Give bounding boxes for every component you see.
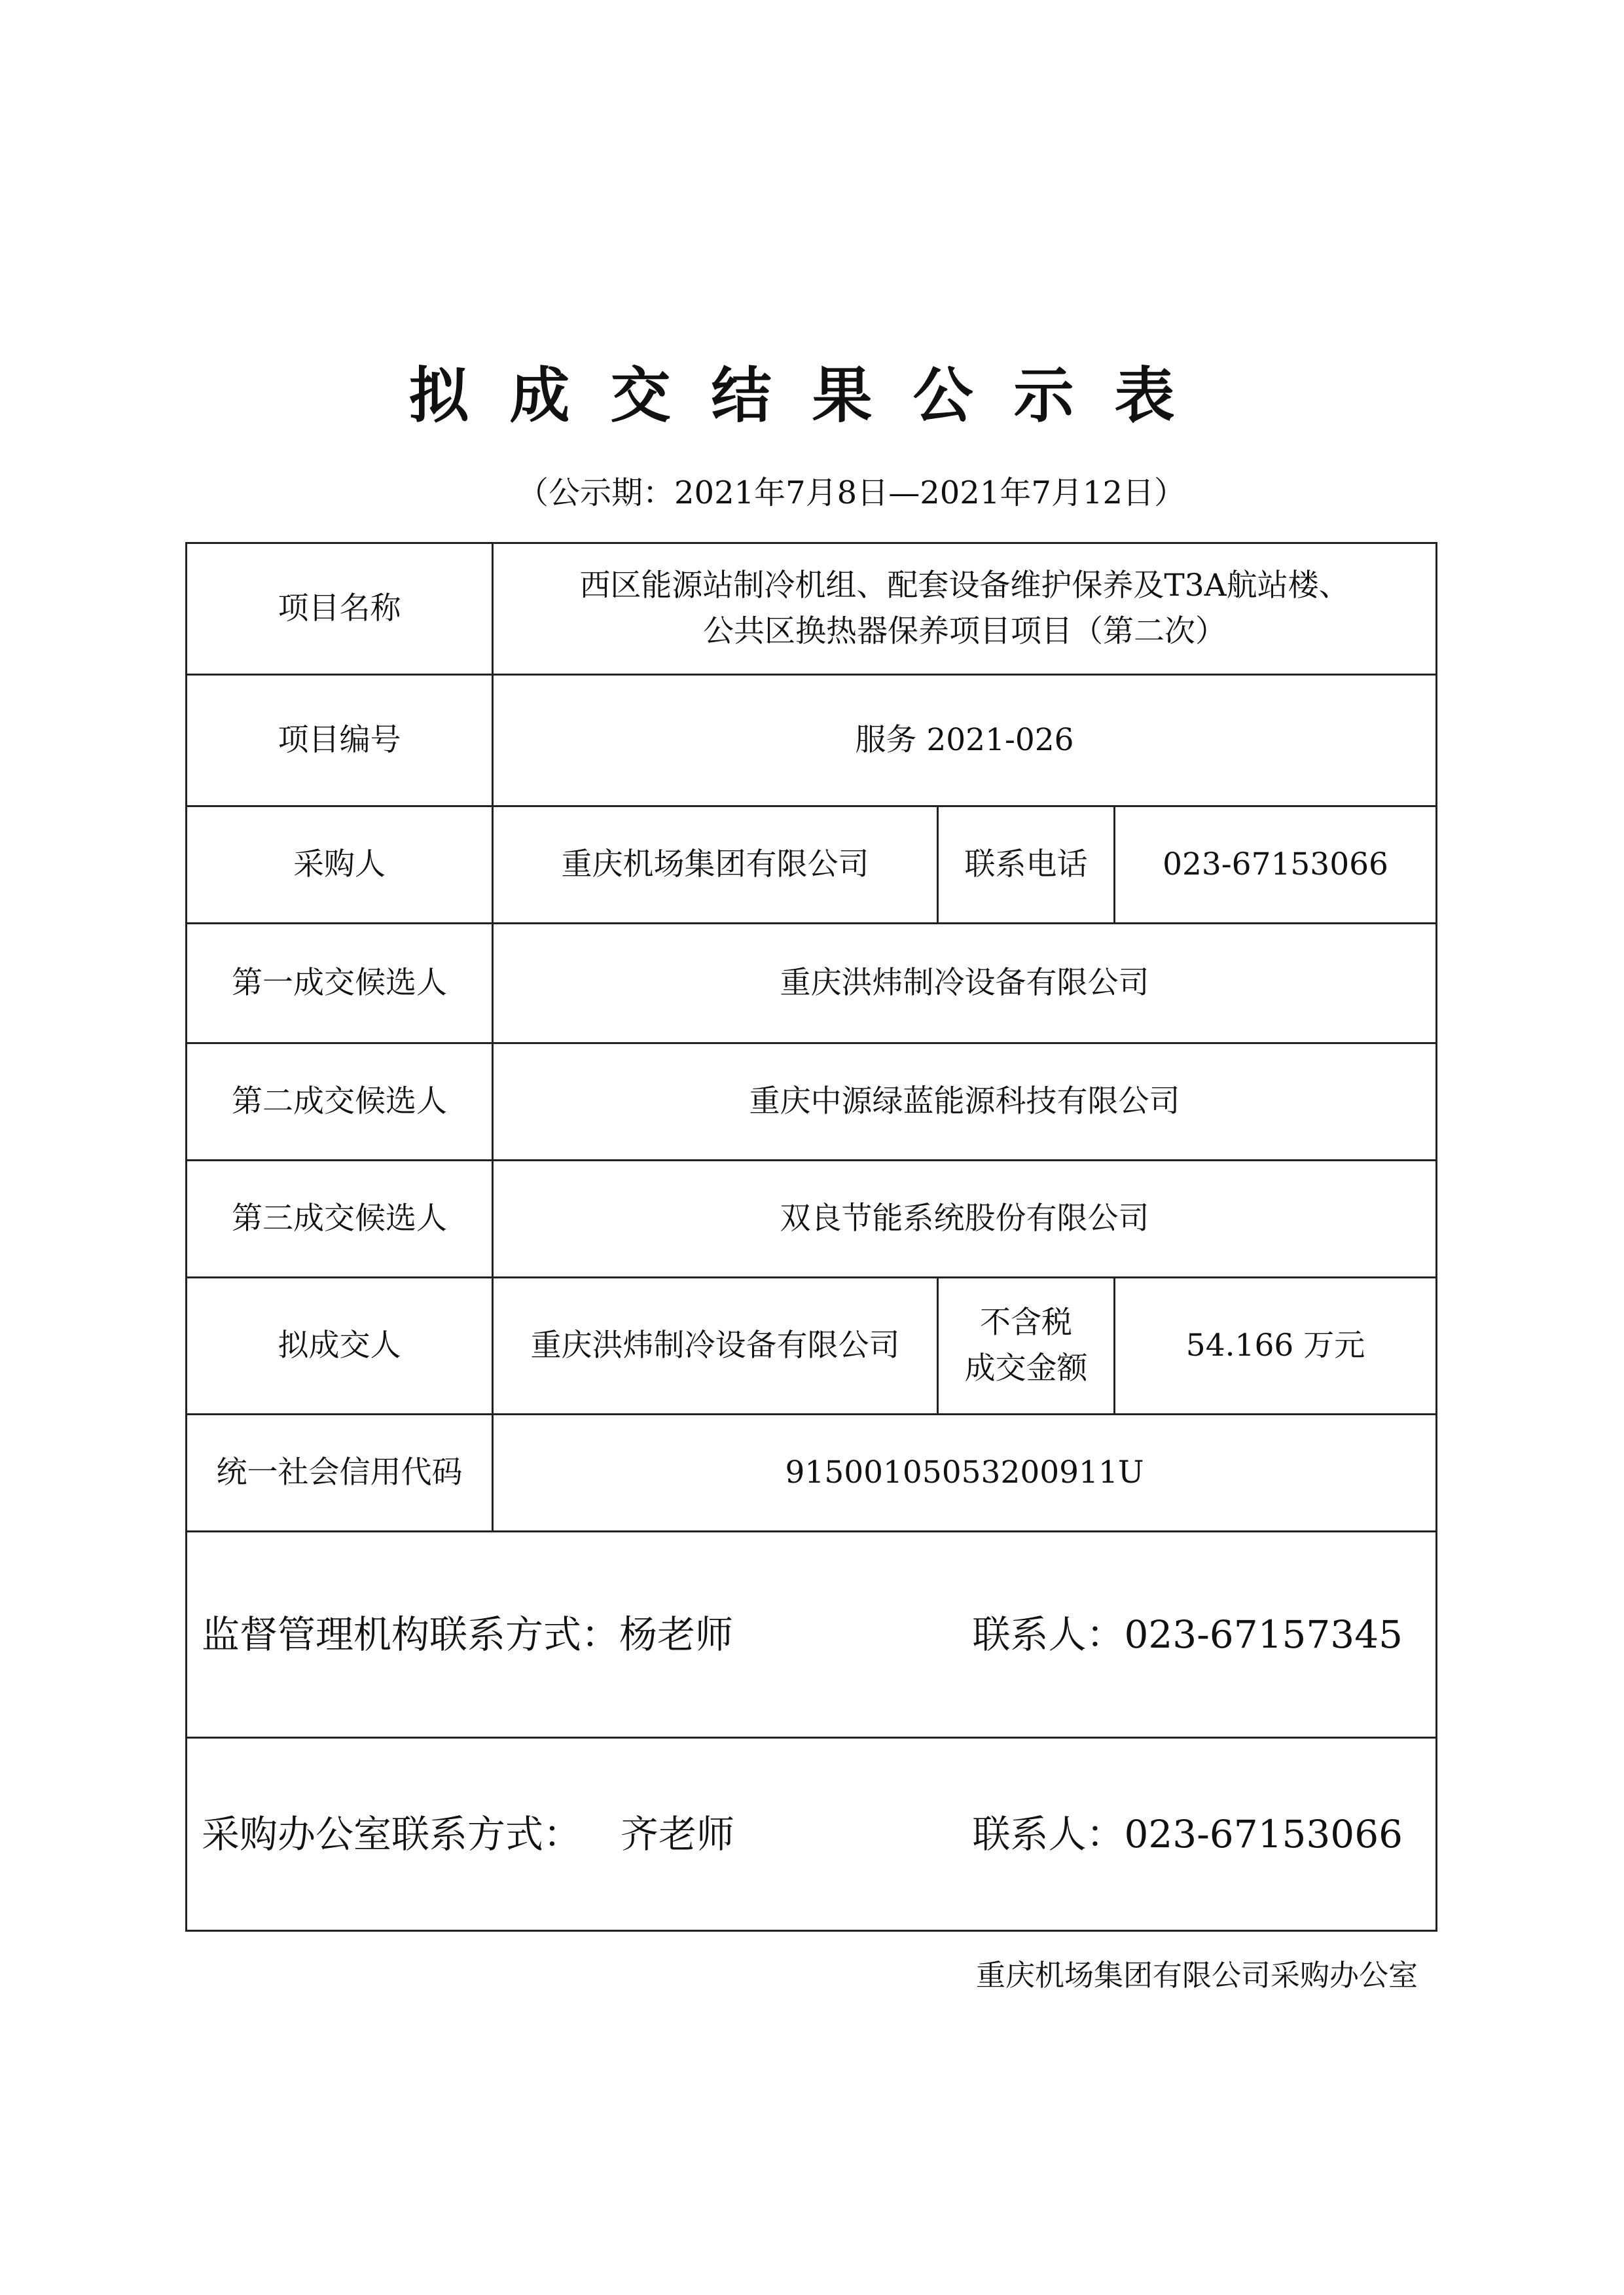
supervision-contact — [202, 1608, 733, 1661]
office-contact-label: 采购办公室联系方式： — [202, 1812, 582, 1856]
row-buyer — [187, 806, 1437, 924]
amount-label-line2: 成交金额 — [964, 1350, 1088, 1386]
project-name-line1: 西区能源站制冷机组、配套设备维护保养及T3A航站楼、 — [579, 568, 1350, 604]
amount-value: 54.166 万元 — [1115, 1278, 1437, 1415]
amount-label-line1: 不含税 — [980, 1305, 1072, 1341]
office-phone-value: 023-67153066 — [1124, 1812, 1403, 1856]
row-office-contact — [187, 1738, 1437, 1931]
supervision-contact-cell — [187, 1532, 1437, 1738]
buyer-label: 采购人 — [187, 806, 493, 924]
supervision-contact-name: 杨老师 — [619, 1612, 734, 1657]
candidate3-value: 双良节能系统股份有限公司 — [493, 1161, 1437, 1278]
winner-label: 拟成交人 — [187, 1278, 493, 1415]
supervision-phone-value: 023-67157345 — [1124, 1612, 1403, 1657]
issuer-footer: 重庆机场集团有限公司采购办公室 — [975, 1958, 1418, 1993]
candidate2-label: 第二成交候选人 — [187, 1043, 493, 1161]
row-candidate-1 — [187, 924, 1437, 1043]
row-candidate-3 — [187, 1161, 1437, 1278]
phone-label: 联系电话 — [938, 806, 1115, 924]
project-code-label: 项目编号 — [187, 675, 493, 806]
project-name-line2: 公共区换热器保养项目项目（第二次） — [703, 613, 1226, 649]
office-phone-label: 联系人： — [972, 1812, 1125, 1856]
amount-label — [938, 1278, 1115, 1415]
row-supervision-contact — [187, 1532, 1437, 1738]
office-contact — [202, 1808, 734, 1860]
winner-value: 重庆洪炜制冷设备有限公司 — [493, 1278, 938, 1415]
supervision-phone — [972, 1608, 1403, 1661]
project-name-label: 项目名称 — [187, 543, 493, 675]
publicity-period: （公示期：2021年7月8日—2021年7月12日） — [516, 475, 1185, 511]
row-project-code — [187, 675, 1437, 806]
result-table — [185, 542, 1437, 1932]
candidate1-value: 重庆洪炜制冷设备有限公司 — [493, 924, 1437, 1043]
office-contact-cell — [187, 1738, 1437, 1931]
row-project-name — [187, 543, 1437, 675]
project-code-value: 服务 2021-026 — [493, 675, 1437, 806]
supervision-contact-label: 监督管理机构联系方式： — [202, 1612, 620, 1657]
candidate1-label: 第一成交候选人 — [187, 924, 493, 1043]
project-name-value — [493, 543, 1437, 675]
supervision-phone-label: 联系人： — [972, 1612, 1125, 1657]
candidate3-label: 第三成交候选人 — [187, 1161, 493, 1278]
buyer-value: 重庆机场集团有限公司 — [493, 806, 938, 924]
row-winner — [187, 1278, 1437, 1415]
row-candidate-2 — [187, 1043, 1437, 1161]
credit-code-label: 统一社会信用代码 — [187, 1415, 493, 1532]
row-credit-code — [187, 1415, 1437, 1532]
page-title: 拟成交结果公示表 — [408, 361, 1216, 431]
office-phone — [972, 1808, 1403, 1860]
candidate2-value: 重庆中源绿蓝能源科技有限公司 — [493, 1043, 1437, 1161]
office-contact-name: 齐老师 — [621, 1812, 735, 1856]
phone-value: 023-67153066 — [1115, 806, 1437, 924]
credit-code-value: 91500105053200911U — [493, 1415, 1437, 1532]
